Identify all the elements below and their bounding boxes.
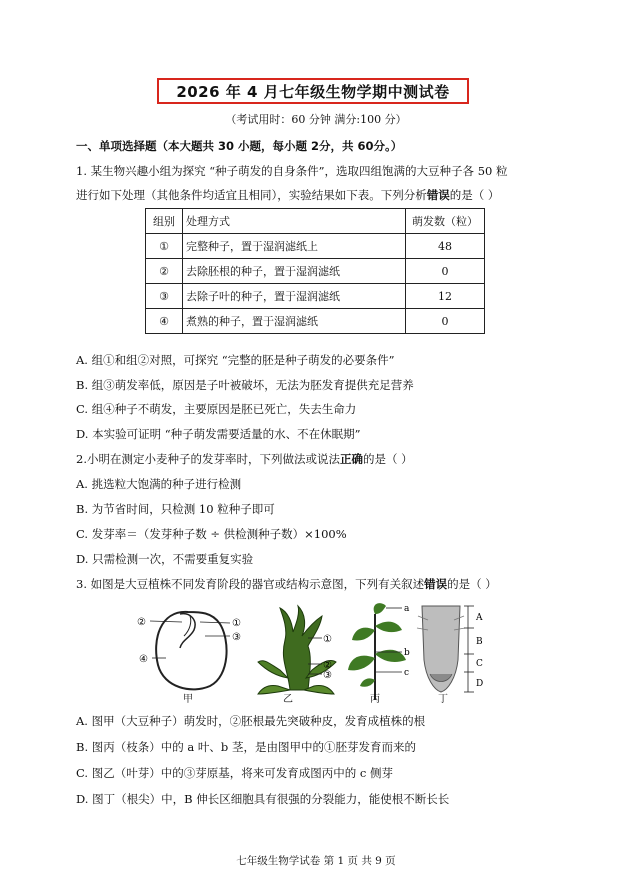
q1-stem-bracket: 的是（ ） <box>449 188 500 202</box>
root-tip-diagram <box>417 606 474 692</box>
q1-table <box>145 208 485 334</box>
q2-stem <box>76 451 413 467</box>
q3-option-a: A. 图甲（大豆种子）萌发时，②胚根最先突破种皮，发育成植株的根 <box>76 714 426 728</box>
bing-marker-c: c <box>404 668 410 678</box>
ding-marker-a: A <box>476 613 483 623</box>
section-heading: 一、单项选择题（本大题共 30 小题，每小题 2分，共 60分。） <box>76 139 403 153</box>
table-row <box>146 234 485 259</box>
table-cell: 0 <box>406 309 485 334</box>
fig-label-jia: 甲 <box>183 694 193 705</box>
table-header-cell: 组别 <box>146 209 183 234</box>
ding-marker-d: D <box>476 679 484 689</box>
q3-option-d: D. 图丁（根尖）中，B 伸长区细胞具有很强的分裂能力，能使根不断长长 <box>76 792 450 806</box>
ding-marker-c: C <box>476 659 483 669</box>
table-cell: 0 <box>406 259 485 284</box>
q1-option-d: D. 本实验可证明 “种子萌发需要适量的水、不在休眠期” <box>76 427 361 441</box>
q3-stem-bracket: 的是（ ） <box>447 577 497 591</box>
q2-stem-bracket: 的是（ ） <box>362 452 413 466</box>
jia-marker-4: ④ <box>139 654 148 665</box>
q2-option-a: A. 挑选粒大饱满的种子进行检测 <box>76 477 242 491</box>
q1-option-b: B. 组③萌发率低，原因是子叶被破坏，无法为胚发育提供充足营养 <box>76 378 414 392</box>
q3-emphasis: 错误 <box>424 577 448 591</box>
table-row <box>146 259 485 284</box>
twig-diagram <box>348 603 406 700</box>
jia-marker-1: ① <box>232 618 241 629</box>
table-cell: ③ <box>146 284 183 309</box>
fig-label-bing: 丙 <box>370 694 380 705</box>
table-cell: 去除胚根的种子，置于湿润滤纸 <box>183 259 406 284</box>
table-header-row <box>146 209 485 234</box>
table-cell: 去除子叶的种子，置于湿润滤纸 <box>183 284 406 309</box>
yi-marker-1: ① <box>323 634 332 645</box>
jia-marker-2: ② <box>137 617 146 628</box>
fig-label-yi: 乙 <box>283 694 293 705</box>
page-footer: 七年级生物学试卷 第 1 页 共 9 页 <box>236 855 396 867</box>
table-row <box>146 309 485 334</box>
exam-subtitle: （考试用时：60 分钟 满分:100 分） <box>225 113 407 126</box>
q1-option-c: C. 组④种子不萌发，主要原因是胚已死亡，失去生命力 <box>76 402 357 416</box>
q1-option-a: A. 组①和组②对照，可探究 “完整的胚是种子萌发的必要条件” <box>76 353 395 367</box>
table-header-cell: 萌发数（粒） <box>406 209 485 234</box>
q3-stem-text: 3. 如图是大豆植株不同发育阶段的器官或结构示意图，下列有关叙述 <box>76 577 425 591</box>
q1-emphasis: 错误 <box>426 188 450 202</box>
table-cell: ④ <box>146 309 183 334</box>
q1-stem-line2 <box>76 187 499 203</box>
table-cell: 12 <box>406 284 485 309</box>
jia-marker-3: ③ <box>232 632 241 643</box>
q3-option-b: B. 图丙（枝条）中的 a 叶、b 茎，是由图甲中的①胚芽发育而来的 <box>76 740 416 754</box>
q2-option-b: B. 为节省时间，只检测 10 粒种子即可 <box>76 502 275 516</box>
table-cell: 48 <box>406 234 485 259</box>
yi-marker-3: ③ <box>323 670 332 681</box>
table-cell: ① <box>146 234 183 259</box>
q3-stem <box>76 576 497 592</box>
q2-option-d: D. 只需检测一次，不需要重复实验 <box>76 552 254 566</box>
table-cell: 完整种子，置于湿润滤纸上 <box>183 234 406 259</box>
q1-stem-line1: 1. 某生物兴趣小组为探究 “种子萌发的自身条件”，选取四组饱满的大豆种子各 50 粒 <box>76 164 508 178</box>
q2-option-c: C. 发芽率＝（发芽种子数 ÷ 供检测种子数）×100% <box>76 527 347 541</box>
table-cell: 煮熟的种子，置于湿润滤纸 <box>183 309 406 334</box>
bing-marker-b: b <box>404 648 410 658</box>
bing-marker-a: a <box>404 604 410 614</box>
q2-stem-text: 2.小明在测定小麦种子的发芽率时，下列做法或说法 <box>76 452 340 466</box>
table-row <box>146 284 485 309</box>
ding-marker-b: B <box>476 637 483 647</box>
exam-title: 2026 年 4 月七年级生物学期中测试卷 <box>157 78 469 104</box>
q1-stem-text: 进行如下处理（其他条件均适宜且相同），实验结果如下表。下列分析 <box>76 188 427 202</box>
table-header-cell: 处理方式 <box>183 209 406 234</box>
q2-emphasis: 正确 <box>339 452 363 466</box>
seed-diagram <box>150 612 230 689</box>
q3-option-c: C. 图乙（叶芽）中的③芽原基，将来可发育成图丙中的 c 侧芽 <box>76 766 393 780</box>
table-cell: ② <box>146 259 183 284</box>
yi-marker-2: ② <box>323 660 332 671</box>
fig-label-ding: 丁 <box>438 694 448 705</box>
